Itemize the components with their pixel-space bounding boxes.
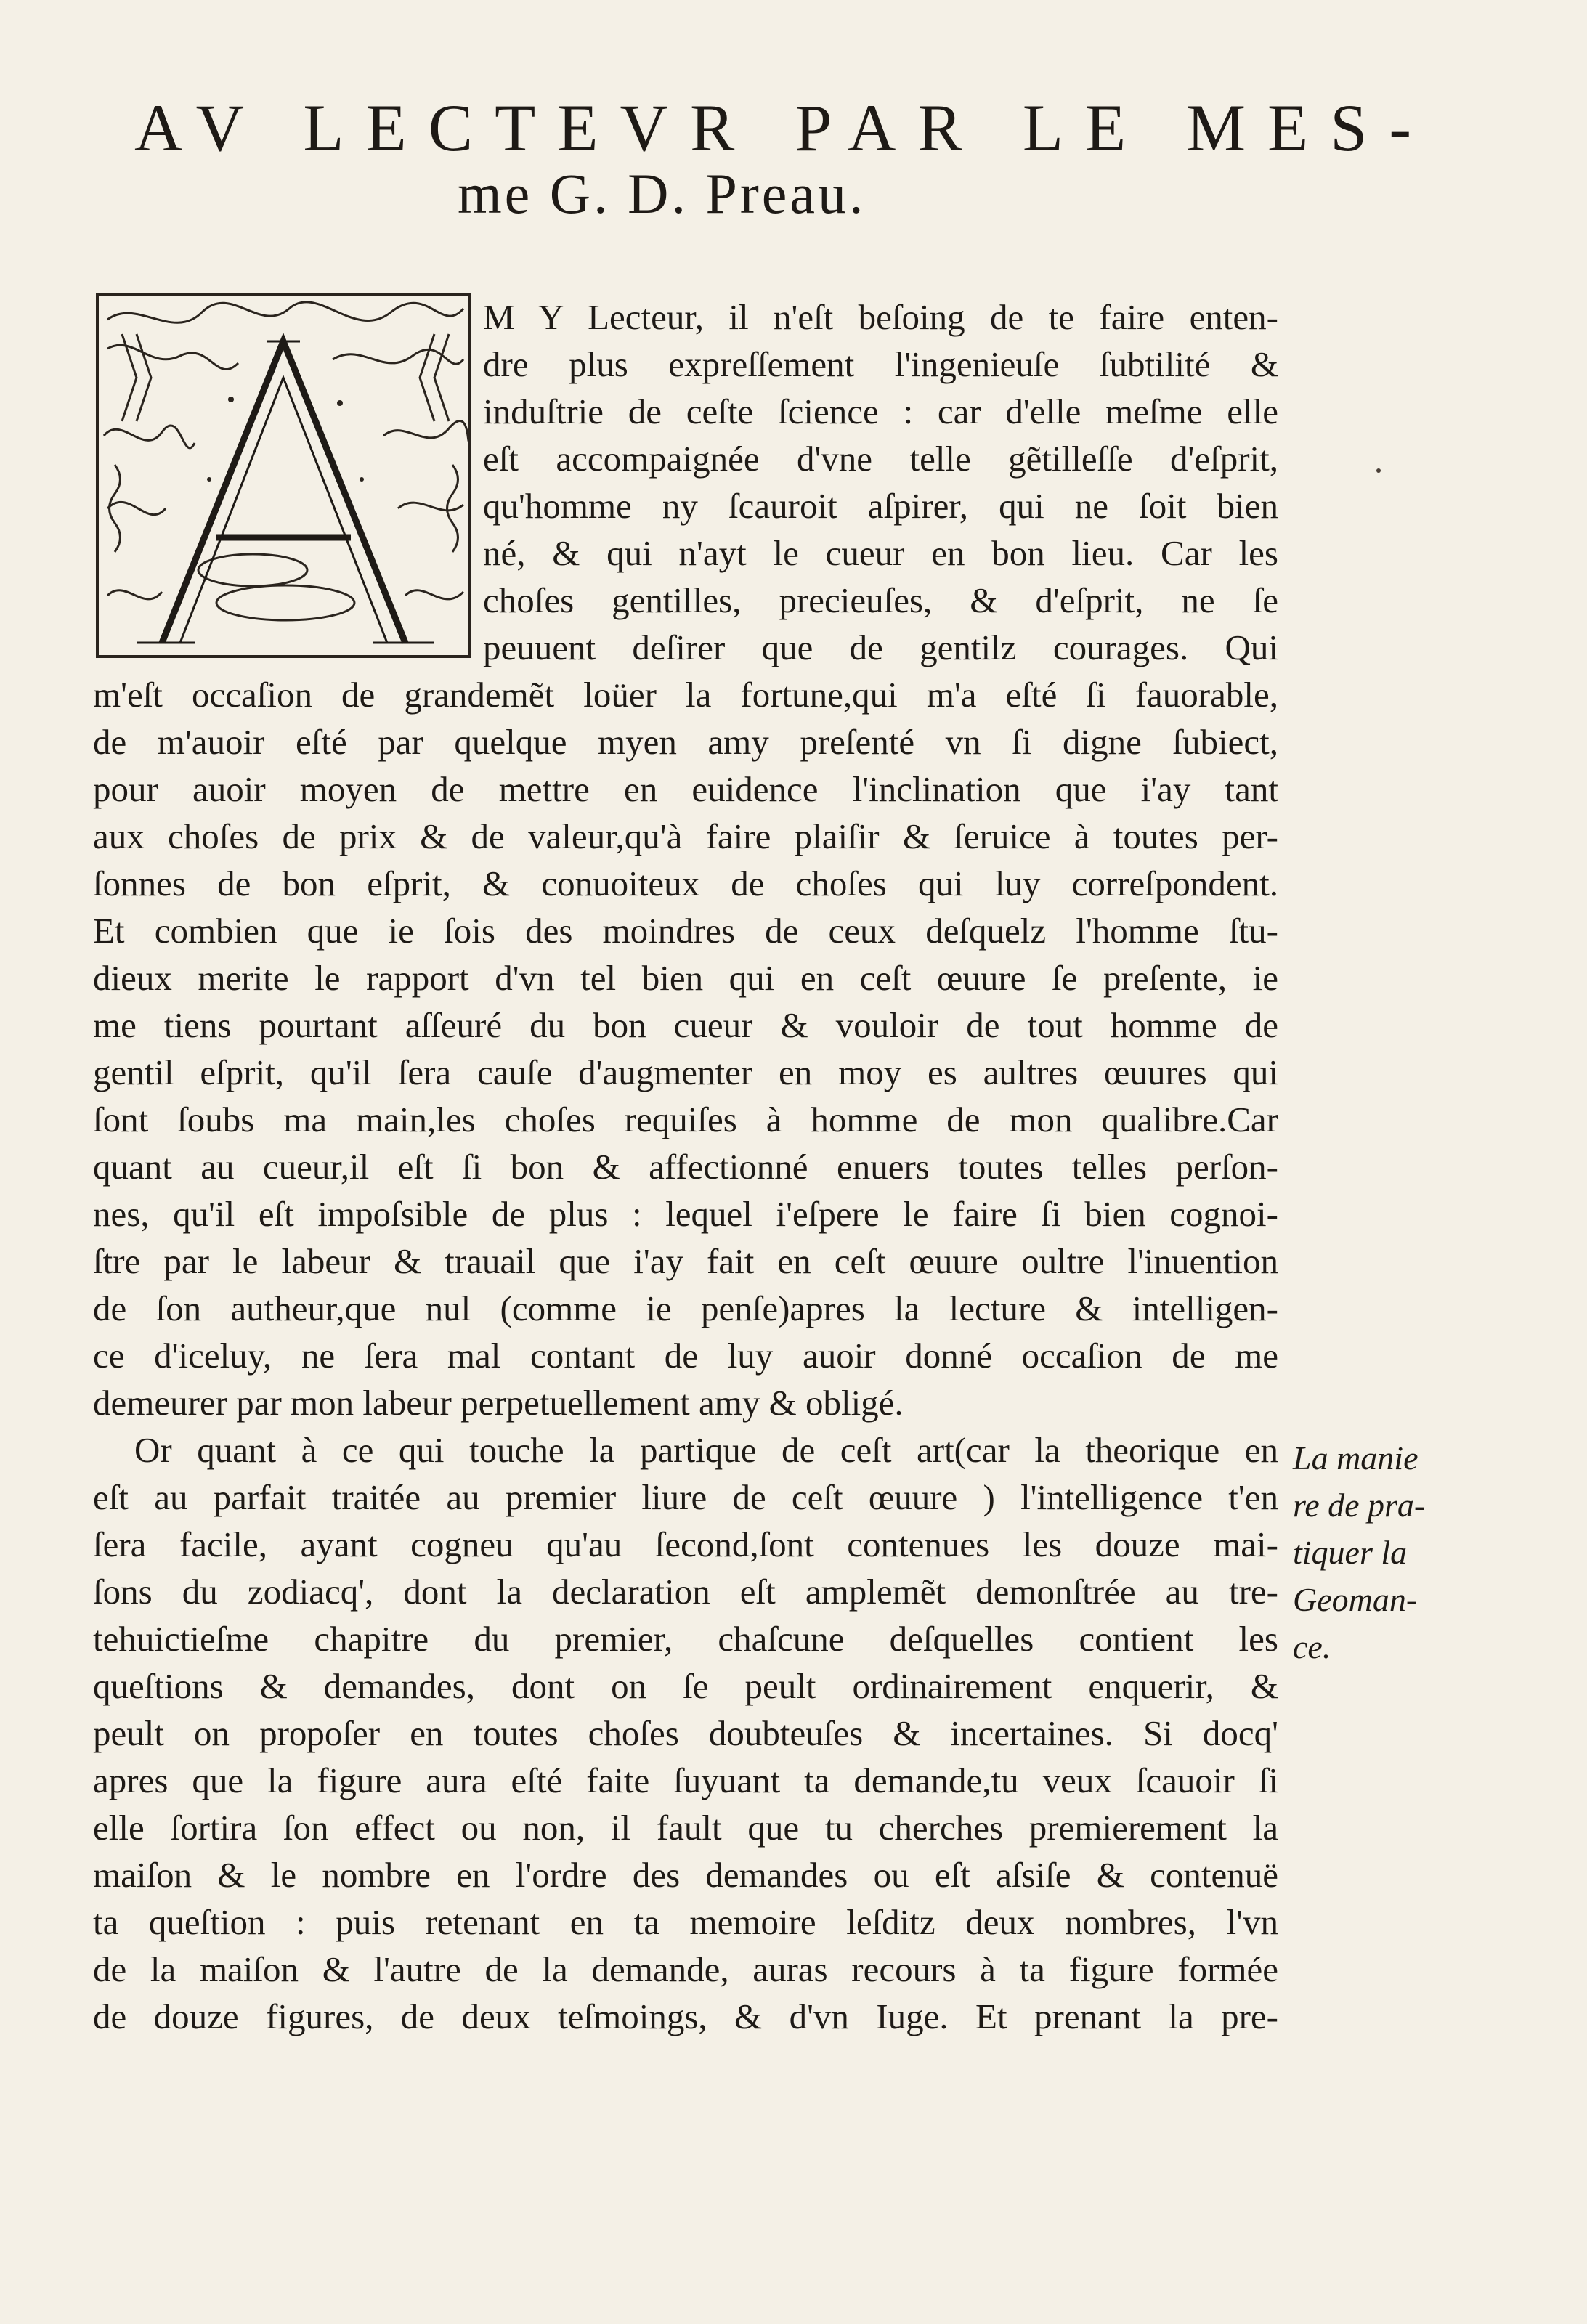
- text-line: maiſon & le nombre en l'ordre des demandes ou eſt aſsiſe & contenuë: [93, 1855, 1278, 1895]
- text-line: Et combien que ie ſois des moindres de ceux deſquelz l'homme ſtu-: [93, 911, 1278, 951]
- margin-note-line: ce.: [1293, 1628, 1331, 1665]
- text-line: tehuictieſme chapitre du premier, chaſcune deſquelles contient les: [93, 1619, 1278, 1659]
- margin-note-line: tiquer la: [1293, 1534, 1408, 1571]
- ink-speck: [1376, 468, 1381, 473]
- text-line: qu'homme ny ſcauroit aſpirer, qui ne ſoit bien: [483, 486, 1278, 526]
- text-line: ſera facile, ayant cogneu qu'au ſecond,ſont contenues les douze mai-: [93, 1524, 1278, 1564]
- text-line: né, & qui n'ayt le cueur en bon lieu. Car les: [483, 533, 1278, 573]
- text-line: ce d'iceluy, ne ſera mal contant de luy auoir donné occaſion de me: [93, 1336, 1278, 1376]
- drop-cap-ornament: [93, 290, 474, 661]
- text-line: ſont ſoubs ma main,les choſes requiſes à homme de mon qualibre.Car: [93, 1100, 1278, 1139]
- text-line: eſt accompaignée d'vne telle gẽtilleſſe d'eſprit,: [483, 439, 1278, 479]
- text-line: nes, qu'il eſt impoſsible de plus : lequel i'eſpere le faire ſi bien cognoi-: [93, 1194, 1278, 1234]
- text-line: pour auoir moyen de mettre en euidence l'inclination que i'ay tant: [93, 769, 1278, 809]
- text-line: peult on propoſer en toutes choſes doubteuſes & incertaines. Si docq': [93, 1713, 1278, 1753]
- text-line: demeurer par mon labeur perpetuellement amy & obligé.: [93, 1383, 904, 1423]
- text-line: apres que la figure aura eſté faite ſuyuant ta demande,tu veux ſcauoir ſi: [93, 1760, 1278, 1800]
- text-line: ta queſtion : puis retenant en ta memoire leſditz deux nombres, l'vn: [93, 1902, 1278, 1942]
- text-line: dieux merite le rapport d'vn tel bien qui en ceſt œuure ſe preſente, ie: [93, 958, 1278, 998]
- text-line: gentil eſprit, qu'il ſera cauſe d'augmenter en moy es aultres œuures qui: [93, 1052, 1278, 1092]
- margin-note-line: La manie: [1293, 1439, 1418, 1476]
- text-line: de la maiſon & l'autre de la demande, auras recours à ta figure formée: [93, 1949, 1278, 1989]
- text-line: queſtions & demandes, dont on ſe peult ordinairement enquerir, &: [93, 1666, 1278, 1706]
- text-line: quant au cueur,il eſt ſi bon & affectionné enuers toutes telles perſon-: [93, 1147, 1278, 1187]
- text-line: induſtrie de ceſte ſcience : car d'elle meſme elle: [483, 391, 1278, 431]
- text-line: choſes gentilles, precieuſes, & d'eſprit, ne ſe: [483, 580, 1278, 620]
- text-line: de ſon autheur,que nul (comme ie penſe)apres la lecture & intelligen-: [93, 1288, 1278, 1328]
- page-subtitle: me G. D. Preau.: [458, 162, 866, 225]
- text-line: peuuent deſirer que de gentilz courages. Qui: [483, 627, 1278, 667]
- text-line: dre plus expreſſement l'ingenieuſe ſubtilité &: [483, 344, 1278, 384]
- text-line: m'eſt occaſion de grandemẽt loüer la fortune,qui m'a eſté ſi fauorable,: [93, 675, 1278, 715]
- text-line: elle ſortira ſon effect ou non, il fault que tu cherches premierement la: [93, 1808, 1278, 1848]
- text-line: Or quant à ce qui touche la partique de ceſt art(car la theorique en: [134, 1430, 1278, 1470]
- text-line: de m'auoir eſté par quelque myen amy preſenté vn ſi digne ſubiect,: [93, 722, 1278, 762]
- text-line: aux choſes de prix & de valeur,qu'à faire plaiſir & ſeruice à toutes per-: [93, 816, 1278, 856]
- text-line: M Y Lecteur, il n'eſt beſoing de te faire enten-: [483, 297, 1278, 337]
- drop-cap-a-icon: [93, 290, 474, 661]
- text-line: ſonnes de bon eſprit, & conuoiteux de choſes qui luy correſpondent.: [93, 864, 1278, 903]
- text-line: eſt au parfait traitée au premier liure de ceſt œuure ) l'intelligence t'en: [93, 1477, 1278, 1517]
- text-line: ſtre par le labeur & trauail que i'ay fait en ceſt œuure oultre l'inuention: [93, 1241, 1278, 1281]
- text-line: ſons du zodiacq', dont la declaration eſt amplemẽt demonſtrée au tre-: [93, 1572, 1278, 1612]
- text-line: de douze figures, de deux teſmoings, & d'vn Iuge. Et prenant la pre-: [93, 1996, 1278, 2036]
- margin-note-line: re de pra-: [1293, 1487, 1426, 1524]
- text-line: me tiens pourtant aſſeuré du bon cueur & vouloir de tout homme de: [93, 1005, 1278, 1045]
- margin-note-line: Geoman-: [1293, 1581, 1418, 1618]
- page-title: AV LECTEVR PAR LE MES-: [134, 91, 1434, 165]
